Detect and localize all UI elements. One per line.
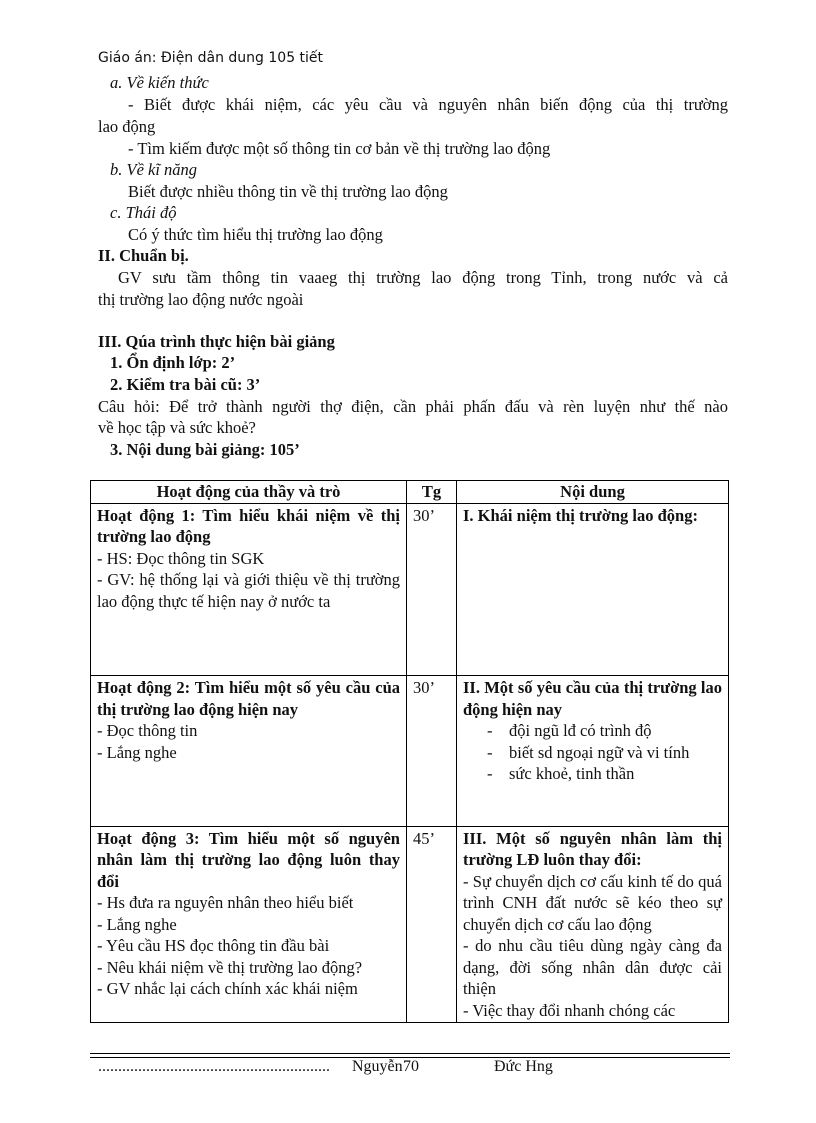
objective-a-label: a. Về kiến thức [110,73,209,92]
activity-line: - Yêu cầu HS đọc thông tin đầu bài [97,936,330,955]
column-header-time: Tg [407,481,457,504]
preparation-title: II. Chuẩn bị. [98,246,189,265]
activity-cell [91,676,407,827]
list-item: - sức khoẻ, tinh thần [487,764,635,783]
activity-line: - GV nhắc lại cách chính xác khái niệm [97,979,358,998]
activity-line: - Lắng nghe [97,914,177,934]
objective-c-line1: Có ý thức tìm hiểu thị trường lao động [128,225,383,244]
list-item: - đội ngũ lđ có trình độ [487,721,652,740]
requirement-list [463,720,722,785]
activity-title: Hoạt động 3: Tìm hiểu một số nguyên nhân làm thị trường lao động luôn thay đổi [97,828,400,891]
table-row [91,676,729,827]
footer-author-first: Nguyễn [352,1058,403,1075]
process-step3: 3. Nội dung bài giảng: 105’ [110,440,300,459]
table-header-row [91,481,729,504]
activity-line: - Đọc thông tin [97,721,198,740]
content-cell [457,503,729,676]
activity-line: - Lắng nghe [97,742,177,762]
time-cell: 45’ [407,826,457,1023]
activity-title: Hoạt động 2: Tìm hiểu một số yêu cầu của thị trường lao động hiện nay [97,678,400,719]
footer-page-number: 70 [403,1058,419,1075]
column-header-content: Nội dung [457,481,729,504]
footer-dots: .......................................................... [98,1058,330,1075]
content-title: III. Một số nguyên nhân làm thị trường LĐ luôn thay đổi: [463,828,722,869]
activity-cell [91,503,407,676]
objective-a-line2: lao động [98,117,156,136]
content-cell [457,676,729,827]
process-step1: 1. Ổn định lớp: 2’ [110,353,236,372]
content-title: I. Khái niệm thị trường lao động: [463,505,698,525]
content-line: - do nhu cầu tiêu dùng ngày càng đa dạng, đời sống nhân dân được cải thiện [463,936,722,998]
activity-line: - Hs đưa ra nguyên nhân theo hiểu biết [97,893,354,912]
time-cell: 30’ [407,503,457,676]
objective-a-line1: - Biết được khái niệm, các yêu cầu và nguyên nhân biến động của thị trường [128,95,728,114]
list-item: - biết sd ngoại ngữ và vi tính [487,742,690,762]
activity-line: - HS: Đọc thông tin SGK [97,548,265,568]
activity-line: - Nêu khái niệm về thị trường lao động? [97,957,363,977]
preparation-line1: GV sưu tầm thông tin vaaeg thị trường lao động trong Tỉnh, trong nước và cả [118,268,728,287]
content-cell [457,826,729,1023]
activity-title: Hoạt động 1: Tìm hiểu khái niệm về thị trường lao động [97,505,400,546]
process-question-line1: Câu hỏi: Để trở thành người thợ điện, cần phải phấn đấu và rèn luyện như thế nào [98,397,728,416]
table-row [91,826,729,1023]
table-row [91,503,729,676]
time-cell: 30’ [407,676,457,827]
process-title: III. Qúa trình thực hiện bài giảng [98,332,335,351]
objective-a-line3: - Tìm kiếm được một số thông tin cơ bản về thị trường lao động [128,139,551,158]
objective-b-label: b. Về kĩ năng [110,160,198,179]
document-header: Giáo án: Điện dân dung 105 tiết [98,50,324,66]
footer-author-last: Đức Hng [494,1058,553,1075]
preparation-line2: thị trường lao động nước ngoài [98,290,304,309]
objective-b-line1: Biết được nhiều thông tin về thị trường lao động [128,182,448,201]
footer-rule [90,1053,730,1054]
content-title: II. Một số yêu cầu của thị trường lao động hiện nay [463,678,722,719]
activity-line: - GV: hệ thống lại và giới thiệu về thị trường lao động thực tế hiện nay ở nước ta [97,570,400,611]
process-step2: 2. Kiểm tra bài cũ: 3’ [110,375,261,394]
activity-cell [91,826,407,1023]
objective-c-label: c. Thái độ [110,203,177,222]
column-header-activity: Hoạt động của thầy và trò [91,481,407,504]
process-question-line2: về học tập và sức khoẻ? [98,418,256,437]
content-line: - Sự chuyển dịch cơ cấu kinh tế do quá trình CNH đất nước sẽ kéo theo sự chuyển dịch cơ cấu lao động [463,871,722,934]
content-line: - Việc thay đổi nhanh chóng các [463,1000,676,1020]
lesson-table [90,480,729,1023]
